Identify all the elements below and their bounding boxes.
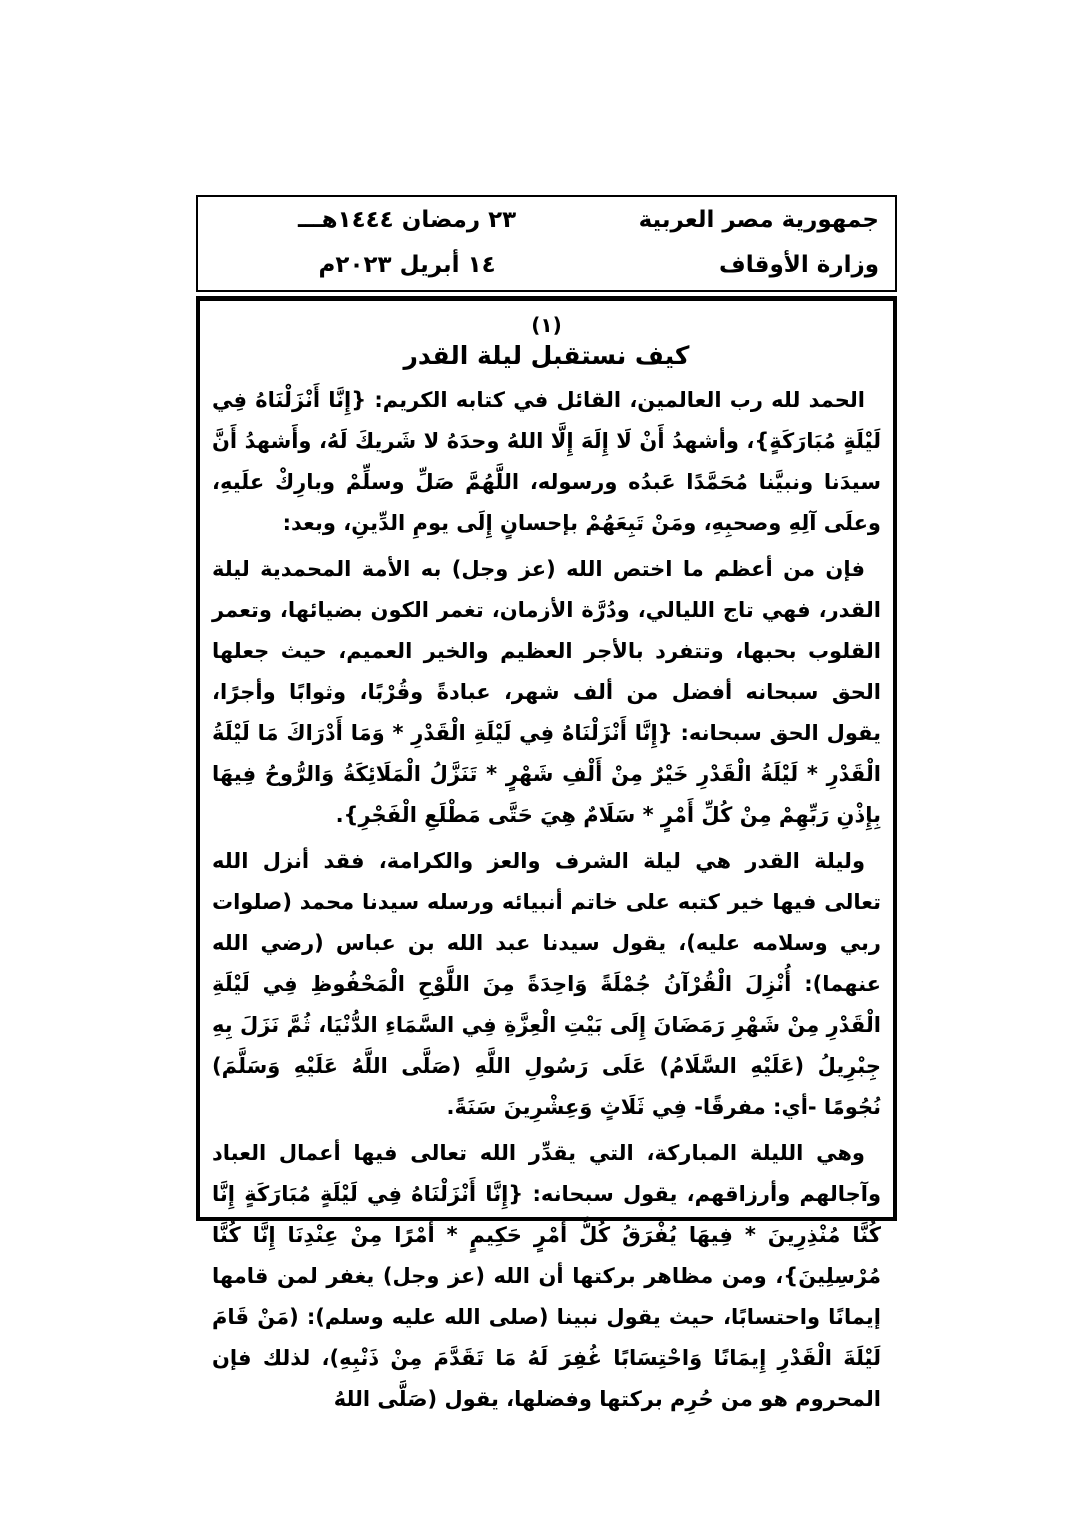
paragraph: وهي الليلة المباركة، التي يقدِّر الله تعالى فيها أعمال العباد وآجالهم وأرزاقهم، يقول سبحانه: {إِنَّا أَنْزَلْنَاهُ فِي لَيْلَةٍ مُبَارَكَةٍ إِنَّا كُنَّا مُنْذِرِينَ * فِيهَا يُفْرَقُ كُلُّ أَمْرٍ حَكِيمٍ * أَمْرًا مِنْ عِنْدِنَا إِنَّا كُنَّا مُرْسِلِينَ}، ومن مظاهر بركتها أن الله (عز وجل) يغفر لمن قامها إيمانًا واحتسابًا، حيث يقول نبينا (صلى الله عليه وسلم): (مَنْ قَامَ لَيْلَةَ الْقَدْرِ إِيمَانًا وَاحْتِسَابًا غُفِرَ لَهُ مَا تَقَدَّمَ مِنْ ذَنْبِهِ)، لذلك فإن المحروم هو من حُرِم بركتها وفضلها، يقول (صَلَّى اللهُ [212, 1141, 881, 1411]
letterhead [196, 195, 897, 292]
gregorian-date: ١٤ أبريل ٢٠٢٣م [318, 252, 496, 279]
paragraph: الحمد لله رب العالمين، القائل في كتابه الكريم: {إِنَّا أَنْزَلْنَاهُ فِي لَيْلَةٍ مُبَارَكَةٍ}، وأشهدُ أَنْ لَا إِلَهَ إِلَّا اللهُ وحدَهُ لا شَريكَ لَهُ، وأَشهدُ أَنَّ سيدَنا ونبيَّنا مُحَمَّدًا عَبدُه ورسوله، اللَّهُمَّ صَلِّ وسلِّمْ وبارِكْ علَيهِ، وعلَى آلِهِ وصحبِهِ، ومَنْ تَبِعَهُمْ بإحسانٍ إِلَى يومِ الدِّينِ، وبعد: [212, 388, 881, 535]
sermon-body-box [196, 296, 897, 1411]
hijri-date: ٢٣ رمضان ١٤٤٤هـــ [298, 207, 517, 233]
paragraph: وليلة القدر هي ليلة الشرف والعز والكرامة، فقد أنزل الله تعالى فيها خير كتبه على خاتم أنبيائه ورسله سيدنا محمد (صلوات ربي وسلامه عليه)، يقول سيدنا عبد الله بن عباس (رضي الله عنهما): أُنْزِلَ الْقُرْآنُ جُمْلَةً وَاحِدَةً مِنَ اللَّوْحِ الْمَحْفُوظِ فِي لَيْلَةِ الْقَدْرِ مِنْ شَهْرِ رَمَضَانَ إِلَى بَيْتِ الْعِزَّةِ فِي السَّمَاءِ الدُّنْيَا، ثُمَّ نَزَلَ بِهِ جِبْرِيلُ (عَلَيْهِ السَّلَامُ) عَلَى رَسُولِ اللَّهِ (صَلَّى اللَّهُ عَلَيْهِ وَسَلَّمَ) نُجُومًا -أي: مفرقًا- فِي ثَلَاثٍ وَعِشْرِينَ سَنَةً. [212, 849, 881, 1119]
page-title: كيف نستقبل ليلة القدر [403, 341, 690, 370]
paragraph: فإن من أعظم ما اختص الله (عز وجل) به الأمة المحمدية ليلة القدر، فهي تاج الليالي، ودُرَّة الأزمان، تغمر الكون بضيائها، وتعمر القلوب بحبها، وتتفرد بالأجر العظيم والخير العميم، حيث جعلها الحق سبحانه أفضل من ألف شهر، عبادةً وقُرْبًا، وثوابًا وأجرًا، يقول الحق سبحانه: {إِنَّا أَنْزَلْنَاهُ فِي لَيْلَةِ الْقَدْرِ * وَمَا أَدْرَاكَ مَا لَيْلَةُ الْقَدْرِ * لَيْلَةُ الْقَدْرِ خَيْرٌ مِنْ أَلْفِ شَهْرٍ * تَنَزَّلُ الْمَلَائِكَةُ وَالرُّوحُ فِيهَا بِإِذْنِ رَبِّهِمْ مِنْ كُلِّ أَمْرٍ * سَلَامٌ هِيَ حَتَّى مَطْلَعِ الْفَجْرِ}. [212, 557, 881, 827]
page-number: (١) [531, 313, 562, 337]
letterhead-authority [639, 206, 879, 281]
letterhead-dates [228, 206, 516, 281]
ministry-name: وزارة الأوقاف [719, 252, 879, 279]
country-name: جمهورية مصر العربية [638, 207, 879, 233]
paragraphs [212, 380, 881, 1420]
